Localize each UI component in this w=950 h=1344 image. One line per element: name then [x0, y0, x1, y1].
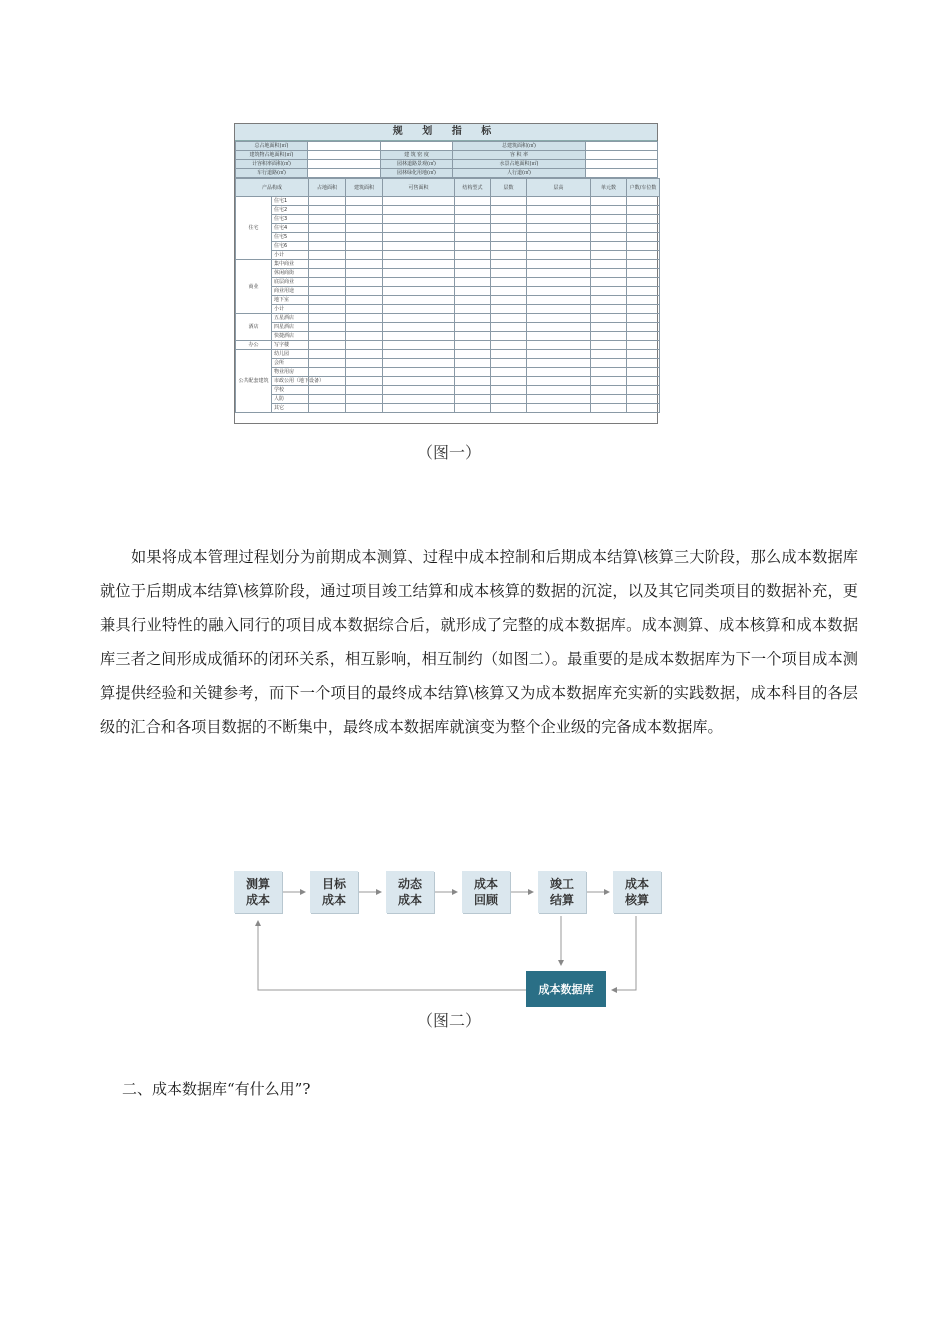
empty-cell	[383, 332, 455, 341]
info-cell	[308, 142, 381, 151]
table-row	[236, 314, 660, 323]
empty-cell	[491, 206, 527, 215]
info-cell	[381, 142, 453, 151]
empty-cell	[627, 296, 660, 305]
empty-cell	[346, 224, 383, 233]
empty-cell	[527, 251, 591, 260]
empty-cell	[309, 314, 346, 323]
empty-cell	[627, 368, 660, 377]
empty-cell	[591, 332, 627, 341]
empty-cell	[383, 260, 455, 269]
empty-cell	[309, 305, 346, 314]
info-cell: 总建筑面积(㎡)	[453, 142, 586, 151]
column-header: 可售面积	[383, 179, 455, 197]
empty-cell	[309, 251, 346, 260]
empty-cell	[455, 368, 491, 377]
empty-cell	[346, 314, 383, 323]
item-label: 底层商业	[272, 278, 309, 287]
paragraph-text: 如果将成本管理过程划分为前期成本测算、过程中成本控制和后期成本结算\核算三大阶段，那么成本数据库就位于后期成本结算\核算阶段，通过项目竣工结算和成本核算的数据的沉淀，以及其它同类项目的数据补充，更兼具行业特性的融入同行的项目成本数据综合后，就形成了完整的成本数据库。成本测算、成本核算和成本数据库三者之间形成成循环的闭环关系，相互影响，相互制约（如图二）。最重要的是成本数据库为下一个项目成本测算提供经验和关键参考，而下一个项目的最终成本结算\核算又为成本数据库充实新的实践数据，成本科目的各层级的汇合和各项目数据的不断集中，最终成本数据库就演变为整个企业级的完备成本数据库。	[100, 548, 858, 736]
empty-cell	[309, 224, 346, 233]
empty-cell	[527, 323, 591, 332]
table-title: 规 划 指 标	[235, 124, 657, 141]
empty-cell	[346, 386, 383, 395]
empty-cell	[527, 404, 591, 413]
empty-cell	[491, 215, 527, 224]
empty-cell	[309, 350, 346, 359]
empty-cell	[346, 305, 383, 314]
empty-cell	[491, 233, 527, 242]
empty-cell	[627, 359, 660, 368]
table-row	[236, 332, 660, 341]
empty-cell	[527, 206, 591, 215]
empty-cell	[309, 368, 346, 377]
empty-cell	[527, 395, 591, 404]
item-label: 小计	[272, 251, 309, 260]
empty-cell	[627, 341, 660, 350]
table-row	[236, 251, 660, 260]
empty-cell	[591, 215, 627, 224]
empty-cell	[309, 332, 346, 341]
table-row	[236, 269, 660, 278]
empty-cell	[309, 287, 346, 296]
empty-cell	[383, 341, 455, 350]
empty-cell	[309, 341, 346, 350]
empty-cell	[383, 368, 455, 377]
column-header: 建筑面积	[346, 179, 383, 197]
empty-cell	[591, 350, 627, 359]
empty-cell	[383, 224, 455, 233]
empty-cell	[455, 287, 491, 296]
empty-cell	[491, 260, 527, 269]
table-row	[236, 386, 660, 395]
figure1-caption: （图一）	[417, 443, 482, 462]
empty-cell	[627, 224, 660, 233]
table-row	[236, 215, 660, 224]
empty-cell	[591, 305, 627, 314]
table-row	[236, 260, 660, 269]
empty-cell	[309, 278, 346, 287]
item-label: 住宅2	[272, 206, 309, 215]
info-cell: 园林绿化用地(㎡)	[381, 169, 453, 178]
empty-cell	[491, 251, 527, 260]
empty-cell	[383, 305, 455, 314]
empty-cell	[627, 377, 660, 386]
empty-cell	[455, 332, 491, 341]
empty-cell	[591, 224, 627, 233]
flow-step-cost-review: 成本回顾	[462, 871, 510, 913]
empty-cell	[346, 233, 383, 242]
empty-cell	[309, 242, 346, 251]
column-header: 结构型式	[455, 179, 491, 197]
info-cell	[308, 169, 381, 178]
table-row	[236, 395, 660, 404]
empty-cell	[455, 269, 491, 278]
empty-cell	[455, 341, 491, 350]
empty-cell	[346, 404, 383, 413]
empty-cell	[455, 305, 491, 314]
empty-cell	[346, 260, 383, 269]
empty-cell	[455, 386, 491, 395]
empty-cell	[527, 359, 591, 368]
empty-cell	[383, 242, 455, 251]
empty-cell	[527, 233, 591, 242]
empty-cell	[591, 242, 627, 251]
empty-cell	[309, 404, 346, 413]
empty-cell	[627, 305, 660, 314]
column-header: 占地面积	[309, 179, 346, 197]
empty-cell	[309, 269, 346, 278]
empty-cell	[527, 269, 591, 278]
empty-cell	[591, 386, 627, 395]
empty-cell	[455, 242, 491, 251]
empty-cell	[591, 341, 627, 350]
item-label: 休闲商街	[272, 269, 309, 278]
empty-cell	[627, 386, 660, 395]
empty-cell	[627, 206, 660, 215]
item-label: 写字楼	[272, 341, 309, 350]
empty-cell	[346, 251, 383, 260]
empty-cell	[491, 368, 527, 377]
item-label: 其它	[272, 404, 309, 413]
empty-cell	[455, 206, 491, 215]
empty-cell	[627, 251, 660, 260]
section-heading: 二、成本数据库“有什么用”?	[122, 1080, 311, 1098]
empty-cell	[383, 215, 455, 224]
group-label: 酒店	[236, 314, 272, 341]
info-cell	[586, 142, 658, 151]
table-row	[236, 305, 660, 314]
empty-cell	[591, 287, 627, 296]
empty-cell	[527, 215, 591, 224]
empty-cell	[491, 224, 527, 233]
group-label: 商业	[236, 260, 272, 314]
empty-cell	[627, 395, 660, 404]
group-label: 公共配套建筑	[236, 350, 272, 413]
empty-cell	[455, 296, 491, 305]
empty-cell	[309, 260, 346, 269]
info-cell	[308, 160, 381, 169]
item-label: 集中商业	[272, 260, 309, 269]
empty-cell	[346, 359, 383, 368]
empty-cell	[455, 350, 491, 359]
empty-cell	[455, 197, 491, 206]
empty-cell	[309, 386, 346, 395]
info-row	[236, 151, 658, 160]
empty-cell	[527, 260, 591, 269]
table-row	[236, 377, 660, 386]
empty-cell	[591, 404, 627, 413]
table-row	[236, 278, 660, 287]
table-row	[236, 359, 660, 368]
item-label: 快捷酒店	[272, 332, 309, 341]
empty-cell	[527, 242, 591, 251]
table-row	[236, 197, 660, 206]
table-row	[236, 323, 660, 332]
empty-cell	[455, 278, 491, 287]
info-cell	[586, 151, 658, 160]
info-table	[235, 141, 658, 178]
item-label: 五星酒店	[272, 314, 309, 323]
empty-cell	[383, 251, 455, 260]
flow-step-cost-accounting: 成本核算	[613, 871, 661, 913]
empty-cell	[309, 395, 346, 404]
item-label: 人防	[272, 395, 309, 404]
empty-cell	[491, 386, 527, 395]
body-paragraph	[100, 540, 858, 744]
group-label: 办公	[236, 341, 272, 350]
empty-cell	[491, 341, 527, 350]
table-row	[236, 287, 660, 296]
info-cell: 人行道(㎡)	[453, 169, 586, 178]
empty-cell	[491, 305, 527, 314]
info-cell: 总占地面积(㎡)	[236, 142, 308, 151]
empty-cell	[455, 314, 491, 323]
figure2-caption: （图二）	[417, 1011, 482, 1030]
empty-cell	[346, 287, 383, 296]
item-label: 幼儿园	[272, 350, 309, 359]
info-row	[236, 142, 658, 151]
empty-cell	[455, 323, 491, 332]
empty-cell	[627, 197, 660, 206]
empty-cell	[491, 269, 527, 278]
empty-cell	[309, 323, 346, 332]
empty-cell	[383, 386, 455, 395]
empty-cell	[491, 395, 527, 404]
empty-cell	[455, 260, 491, 269]
empty-cell	[591, 251, 627, 260]
group-label: 住宅	[236, 197, 272, 260]
empty-cell	[455, 395, 491, 404]
table-row	[236, 233, 660, 242]
info-cell: 建 筑 密 度	[381, 151, 453, 160]
empty-cell	[346, 332, 383, 341]
empty-cell	[627, 287, 660, 296]
item-label: 住宅6	[272, 242, 309, 251]
empty-cell	[491, 314, 527, 323]
column-header: 层数	[491, 179, 527, 197]
info-cell: 园林道路景观(㎡)	[381, 160, 453, 169]
empty-cell	[591, 260, 627, 269]
empty-cell	[491, 278, 527, 287]
item-label: 市政公用（地下设备）	[272, 377, 309, 386]
empty-cell	[455, 233, 491, 242]
empty-cell	[455, 377, 491, 386]
empty-cell	[491, 404, 527, 413]
info-cell	[586, 169, 658, 178]
empty-cell	[591, 197, 627, 206]
flow-step-target-cost: 目标成本	[310, 871, 358, 913]
empty-cell	[491, 350, 527, 359]
empty-cell	[309, 206, 346, 215]
empty-cell	[627, 350, 660, 359]
empty-cell	[591, 368, 627, 377]
empty-cell	[527, 305, 591, 314]
empty-cell	[383, 359, 455, 368]
empty-cell	[591, 278, 627, 287]
empty-cell	[383, 395, 455, 404]
empty-cell	[491, 359, 527, 368]
empty-cell	[455, 251, 491, 260]
empty-cell	[627, 404, 660, 413]
item-label: 住宅5	[272, 233, 309, 242]
info-cell: 容 积 率	[453, 151, 586, 160]
item-label: 物业用房	[272, 368, 309, 377]
empty-cell	[527, 341, 591, 350]
empty-cell	[591, 233, 627, 242]
empty-cell	[491, 332, 527, 341]
empty-cell	[527, 386, 591, 395]
info-row	[236, 169, 658, 178]
empty-cell	[309, 215, 346, 224]
empty-cell	[346, 368, 383, 377]
empty-cell	[383, 323, 455, 332]
item-label: 住宅3	[272, 215, 309, 224]
table-header-row	[236, 179, 660, 197]
empty-cell	[627, 215, 660, 224]
empty-cell	[383, 404, 455, 413]
empty-cell	[627, 278, 660, 287]
empty-cell	[346, 278, 383, 287]
empty-cell	[346, 350, 383, 359]
item-label: 学校	[272, 386, 309, 395]
empty-cell	[346, 377, 383, 386]
empty-cell	[527, 350, 591, 359]
table-row	[236, 350, 660, 359]
empty-cell	[627, 260, 660, 269]
info-cell	[308, 151, 381, 160]
table-row	[236, 404, 660, 413]
empty-cell	[346, 206, 383, 215]
column-header: 户数/车位数	[627, 179, 660, 197]
empty-cell	[383, 197, 455, 206]
empty-cell	[591, 377, 627, 386]
table-row	[236, 341, 660, 350]
empty-cell	[491, 323, 527, 332]
empty-cell	[591, 296, 627, 305]
planning-index-table	[234, 123, 658, 424]
table-row	[236, 296, 660, 305]
empty-cell	[591, 269, 627, 278]
empty-cell	[346, 341, 383, 350]
empty-cell	[383, 350, 455, 359]
empty-cell	[591, 206, 627, 215]
empty-cell	[527, 287, 591, 296]
item-label: 商业用途	[272, 287, 309, 296]
empty-cell	[346, 269, 383, 278]
empty-cell	[591, 323, 627, 332]
empty-cell	[383, 287, 455, 296]
item-label: 地下室	[272, 296, 309, 305]
item-label: 小计	[272, 305, 309, 314]
empty-cell	[591, 359, 627, 368]
empty-cell	[346, 296, 383, 305]
empty-cell	[383, 296, 455, 305]
empty-cell	[383, 206, 455, 215]
empty-cell	[527, 296, 591, 305]
table-row	[236, 224, 660, 233]
item-label: 四星酒店	[272, 323, 309, 332]
empty-cell	[527, 332, 591, 341]
cost-flow-diagram	[232, 864, 664, 1012]
info-cell: 车行道路(㎡)	[236, 169, 308, 178]
info-cell: 计容积率面积(㎡)	[236, 160, 308, 169]
empty-cell	[455, 224, 491, 233]
empty-cell	[346, 215, 383, 224]
column-header: 层高	[527, 179, 591, 197]
empty-cell	[527, 278, 591, 287]
empty-cell	[383, 377, 455, 386]
empty-cell	[346, 395, 383, 404]
empty-cell	[383, 278, 455, 287]
info-cell: 建筑物占地面积(㎡)	[236, 151, 308, 160]
empty-cell	[527, 314, 591, 323]
empty-cell	[591, 395, 627, 404]
empty-cell	[309, 296, 346, 305]
item-label: 住宅4	[272, 224, 309, 233]
info-cell: 水景占地面积(㎡)	[453, 160, 586, 169]
info-row	[236, 160, 658, 169]
info-cell	[586, 160, 658, 169]
empty-cell	[491, 242, 527, 251]
empty-cell	[627, 269, 660, 278]
empty-cell	[383, 233, 455, 242]
flow-step-cost-estimate: 测算成本	[234, 871, 282, 913]
empty-cell	[346, 242, 383, 251]
empty-cell	[309, 233, 346, 242]
item-label: 住宅1	[272, 197, 309, 206]
empty-cell	[627, 332, 660, 341]
empty-cell	[527, 368, 591, 377]
product-table	[235, 178, 660, 413]
column-header: 单元数	[591, 179, 627, 197]
item-label: 会所	[272, 359, 309, 368]
empty-cell	[491, 197, 527, 206]
empty-cell	[455, 359, 491, 368]
empty-cell	[346, 323, 383, 332]
empty-cell	[309, 197, 346, 206]
empty-cell	[627, 314, 660, 323]
flow-step-dynamic-cost: 动态成本	[386, 871, 434, 913]
empty-cell	[491, 296, 527, 305]
empty-cell	[383, 314, 455, 323]
empty-cell	[627, 233, 660, 242]
column-header: 产品构成	[236, 179, 309, 197]
empty-cell	[527, 377, 591, 386]
empty-cell	[627, 323, 660, 332]
empty-cell	[491, 287, 527, 296]
empty-cell	[309, 359, 346, 368]
empty-cell	[491, 377, 527, 386]
empty-cell	[455, 404, 491, 413]
empty-cell	[627, 242, 660, 251]
table-row	[236, 368, 660, 377]
cost-database-box: 成本数据库	[526, 971, 606, 1007]
empty-cell	[591, 314, 627, 323]
table-row	[236, 206, 660, 215]
empty-cell	[527, 197, 591, 206]
table-row	[236, 242, 660, 251]
flow-step-final-settlement: 竣工结算	[538, 871, 586, 913]
empty-cell	[455, 215, 491, 224]
empty-cell	[527, 224, 591, 233]
empty-cell	[383, 269, 455, 278]
empty-cell	[346, 197, 383, 206]
